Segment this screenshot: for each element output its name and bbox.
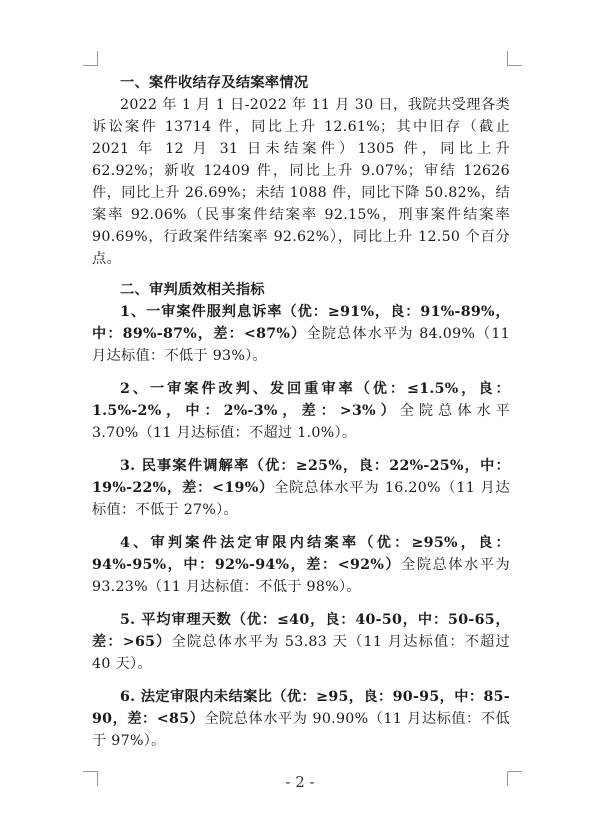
indicator-paragraph (92, 301, 510, 367)
section-heading-2: 二、审判质效相关指标 (120, 282, 265, 298)
indicator-detail: 全院总体水平为 90.90%（11 月达标值：不低于 97%）。 (92, 711, 510, 749)
document-body (92, 72, 510, 752)
indicator-paragraph (92, 609, 510, 675)
indicator-title: 6. 法定审限内未结案比（优：≥95，良：90-95，中：85-90，差：<85） (92, 689, 510, 727)
indicator-detail: 全院总体水平为 93.23%（11 月达标值：不低于 98%）。 (92, 557, 510, 595)
case-statistics-paragraph: 2022 年 1 月 1 日-2022 年 11 月 30 日，我院共受理各类诉讼案件 13714 件，同比上升 12.61%；其中旧存（截止 2021 年 12 月 31 日未结案件）1305 件，同比上升 62.92%；新收 12409 件，同比上升 9.07%；审结 12626 件，同比上升 26.69%；未结 1088 件，同比下降 50.82%，结案率 92.06%（民事案件结案率 92.15%，刑事案件结案率 90.69%，行政案件结案率 92.62%），同比上升 12.50 个百分点。 (92, 97, 510, 267)
crop-mark-top-left (83, 51, 98, 66)
indicator-title: 5. 平均审理天数（优：≤40，良：40-50，中：50-65，差：>65） (92, 612, 510, 650)
indicator-detail: 全院总体水平为 16.20%（11 月达标值：不低于 27%）。 (92, 480, 511, 518)
indicator-title: 1、一审案件服判息诉率（优：≥91%，良：91%-89%，中：89%-87%，差：<87%） (92, 304, 510, 342)
indicator-title: 3. 民事案件调解率（优：≥25%，良：22%-25%，中：19%-22%，差：<19%） (92, 458, 510, 496)
indicator-paragraph (92, 686, 510, 752)
indicator-title: 2、一审案件改判、发回重审率（优：≤1.5%，良：1.5%-2%，中：2%-3%，差：>3%） (92, 381, 510, 419)
indicator-title: 4、审判案件法定审限内结案率（优：≥95%，良：94%-95%，中：92%-94%，差：<92%） (92, 535, 510, 573)
indicator-paragraph (92, 455, 510, 521)
section-heading-1: 一、案件收结存及结案率情况 (120, 75, 309, 91)
indicator-paragraph (92, 378, 510, 444)
indicator-detail: 全院总体水平为 84.09%（11 月达标值：不低于 93%）。 (92, 326, 510, 364)
indicator-detail: 全院总体水平 3.70%（11 月达标值：不超过 1.0%）。 (92, 403, 510, 441)
indicator-paragraph (92, 532, 510, 598)
indicator-detail: 全院总体水平为 53.83 天（11 月达标值：不超过 40 天）。 (92, 634, 510, 672)
crop-mark-top-right (507, 51, 522, 66)
page-number: - 2 - (285, 773, 315, 791)
